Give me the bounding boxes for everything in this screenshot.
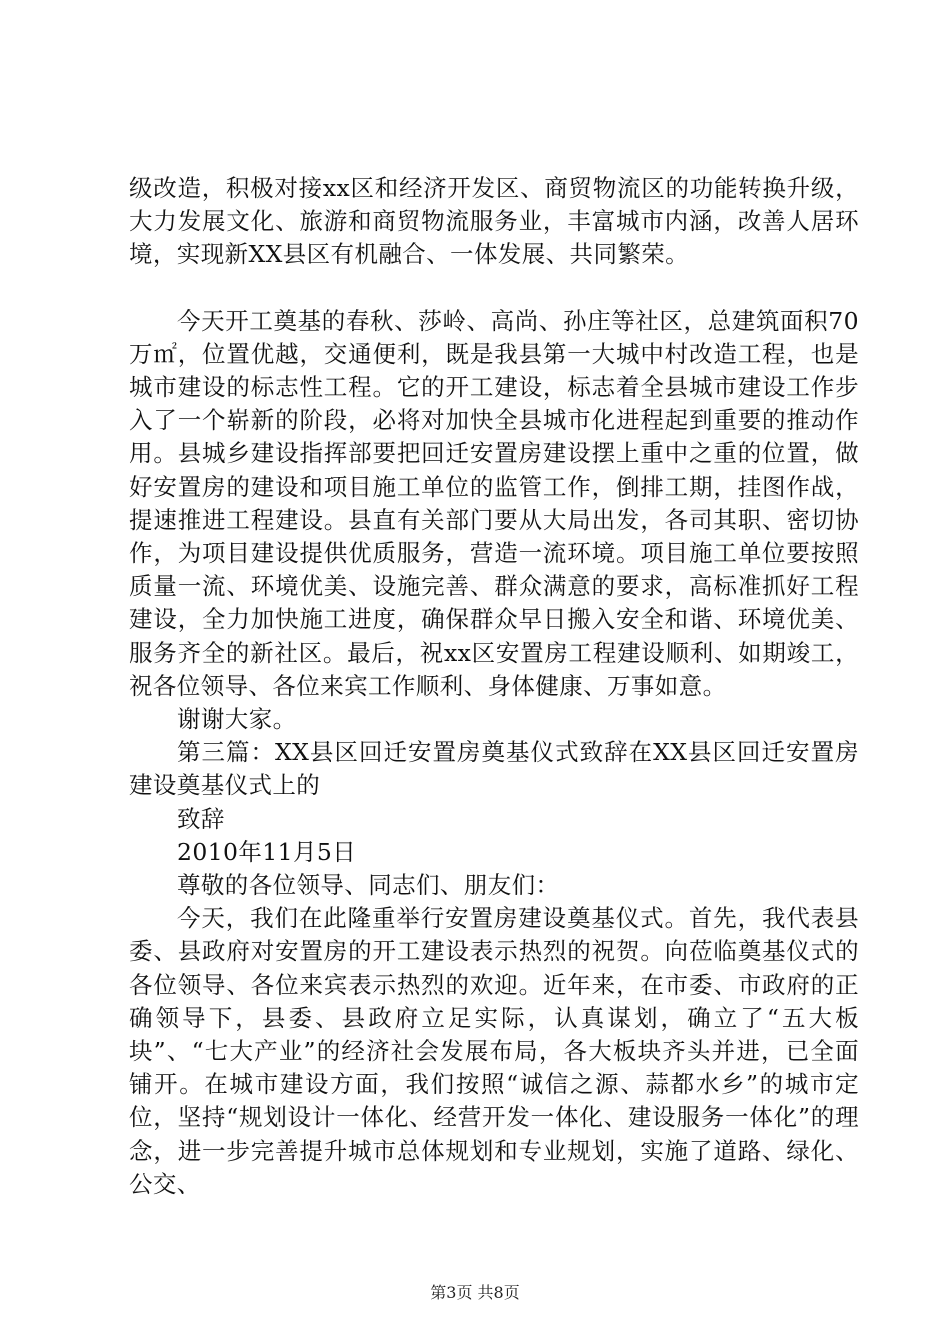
page-number-footer: 第3页 共8页 — [430, 1283, 520, 1302]
section-heading: 第三篇：XX县区回迁安置房奠基仪式致辞在XX县区回迁安置房建设奠基仪式上的 — [129, 738, 859, 800]
document-body — [129, 172, 859, 1201]
paragraph-thanks: 谢谢大家。 — [177, 705, 297, 734]
paragraph-continuation: 级改造，积极对接xx区和经济开发区、商贸物流区的功能转换升级，大力发展文化、旅游和商贸物流服务业，丰富城市内涵，改善人居环境，实现新XX县区有机融合、一体发展、共同繁荣。 — [129, 174, 859, 269]
salutation: 尊敬的各位领导、同志们、朋友们： — [177, 871, 560, 900]
section-heading-continued: 致辞 — [177, 804, 225, 833]
paragraph-groundbreaking: 今天开工奠基的春秋、莎岭、高尚、孙庄等社区，总建筑面积70万㎡，位置优越，交通便利，既是我县第一大城中村改造工程，也是城市建设的标志性工程。它的开工建设，标志着全县城市建设工作步入了一个崭新的阶段，必将对加快全县城市化进程起到重要的推动作用。县城乡建设指挥部要把回迁安置房建设摆上重中之重的位置，做好安置房的建设和项目施工单位的监管工作，倒排工期，挂图作战，提速推进工程建设。县直有关部门要从大局出发，各司其职、密切协作，为项目建设提供优质服务，营造一流环境。项目施工单位要按照质量一流、环境优美、设施完善、群众满意的要求，高标准抓好工程建设，全力加快施工进度，确保群众早日搬入安全和谐、环境优美、服务齐全的新社区。最后，祝xx区安置房工程建设顺利、如期竣工，祝各位领导、各位来宾工作顺利、身体健康、万事如意。 — [129, 306, 859, 700]
speech-date: 2010年11月5日 — [177, 837, 357, 866]
paragraph-speech-opening: 今天，我们在此隆重举行安置房建设奠基仪式。首先，我代表县委、县政府对安置房的开工建设表示热烈的祝贺。向莅临奠基仪式的各位领导、各位来宾表示热烈的欢迎。近年来，在市委、市政府的正确领导下，县委、县政府立足实际，认真谋划，确立了“五大板块”、“七大产业”的经济社会发展布局，各大板块齐头并进，已全面铺开。在城市建设方面，我们按照“诚信之源、蒜都水乡”的城市定位，坚持“规划设计一体化、经营开发一体化、建设服务一体化”的理念，进一步完善提升城市总体规划和专业规划，实施了道路、绿化、公交、 — [129, 904, 859, 1198]
